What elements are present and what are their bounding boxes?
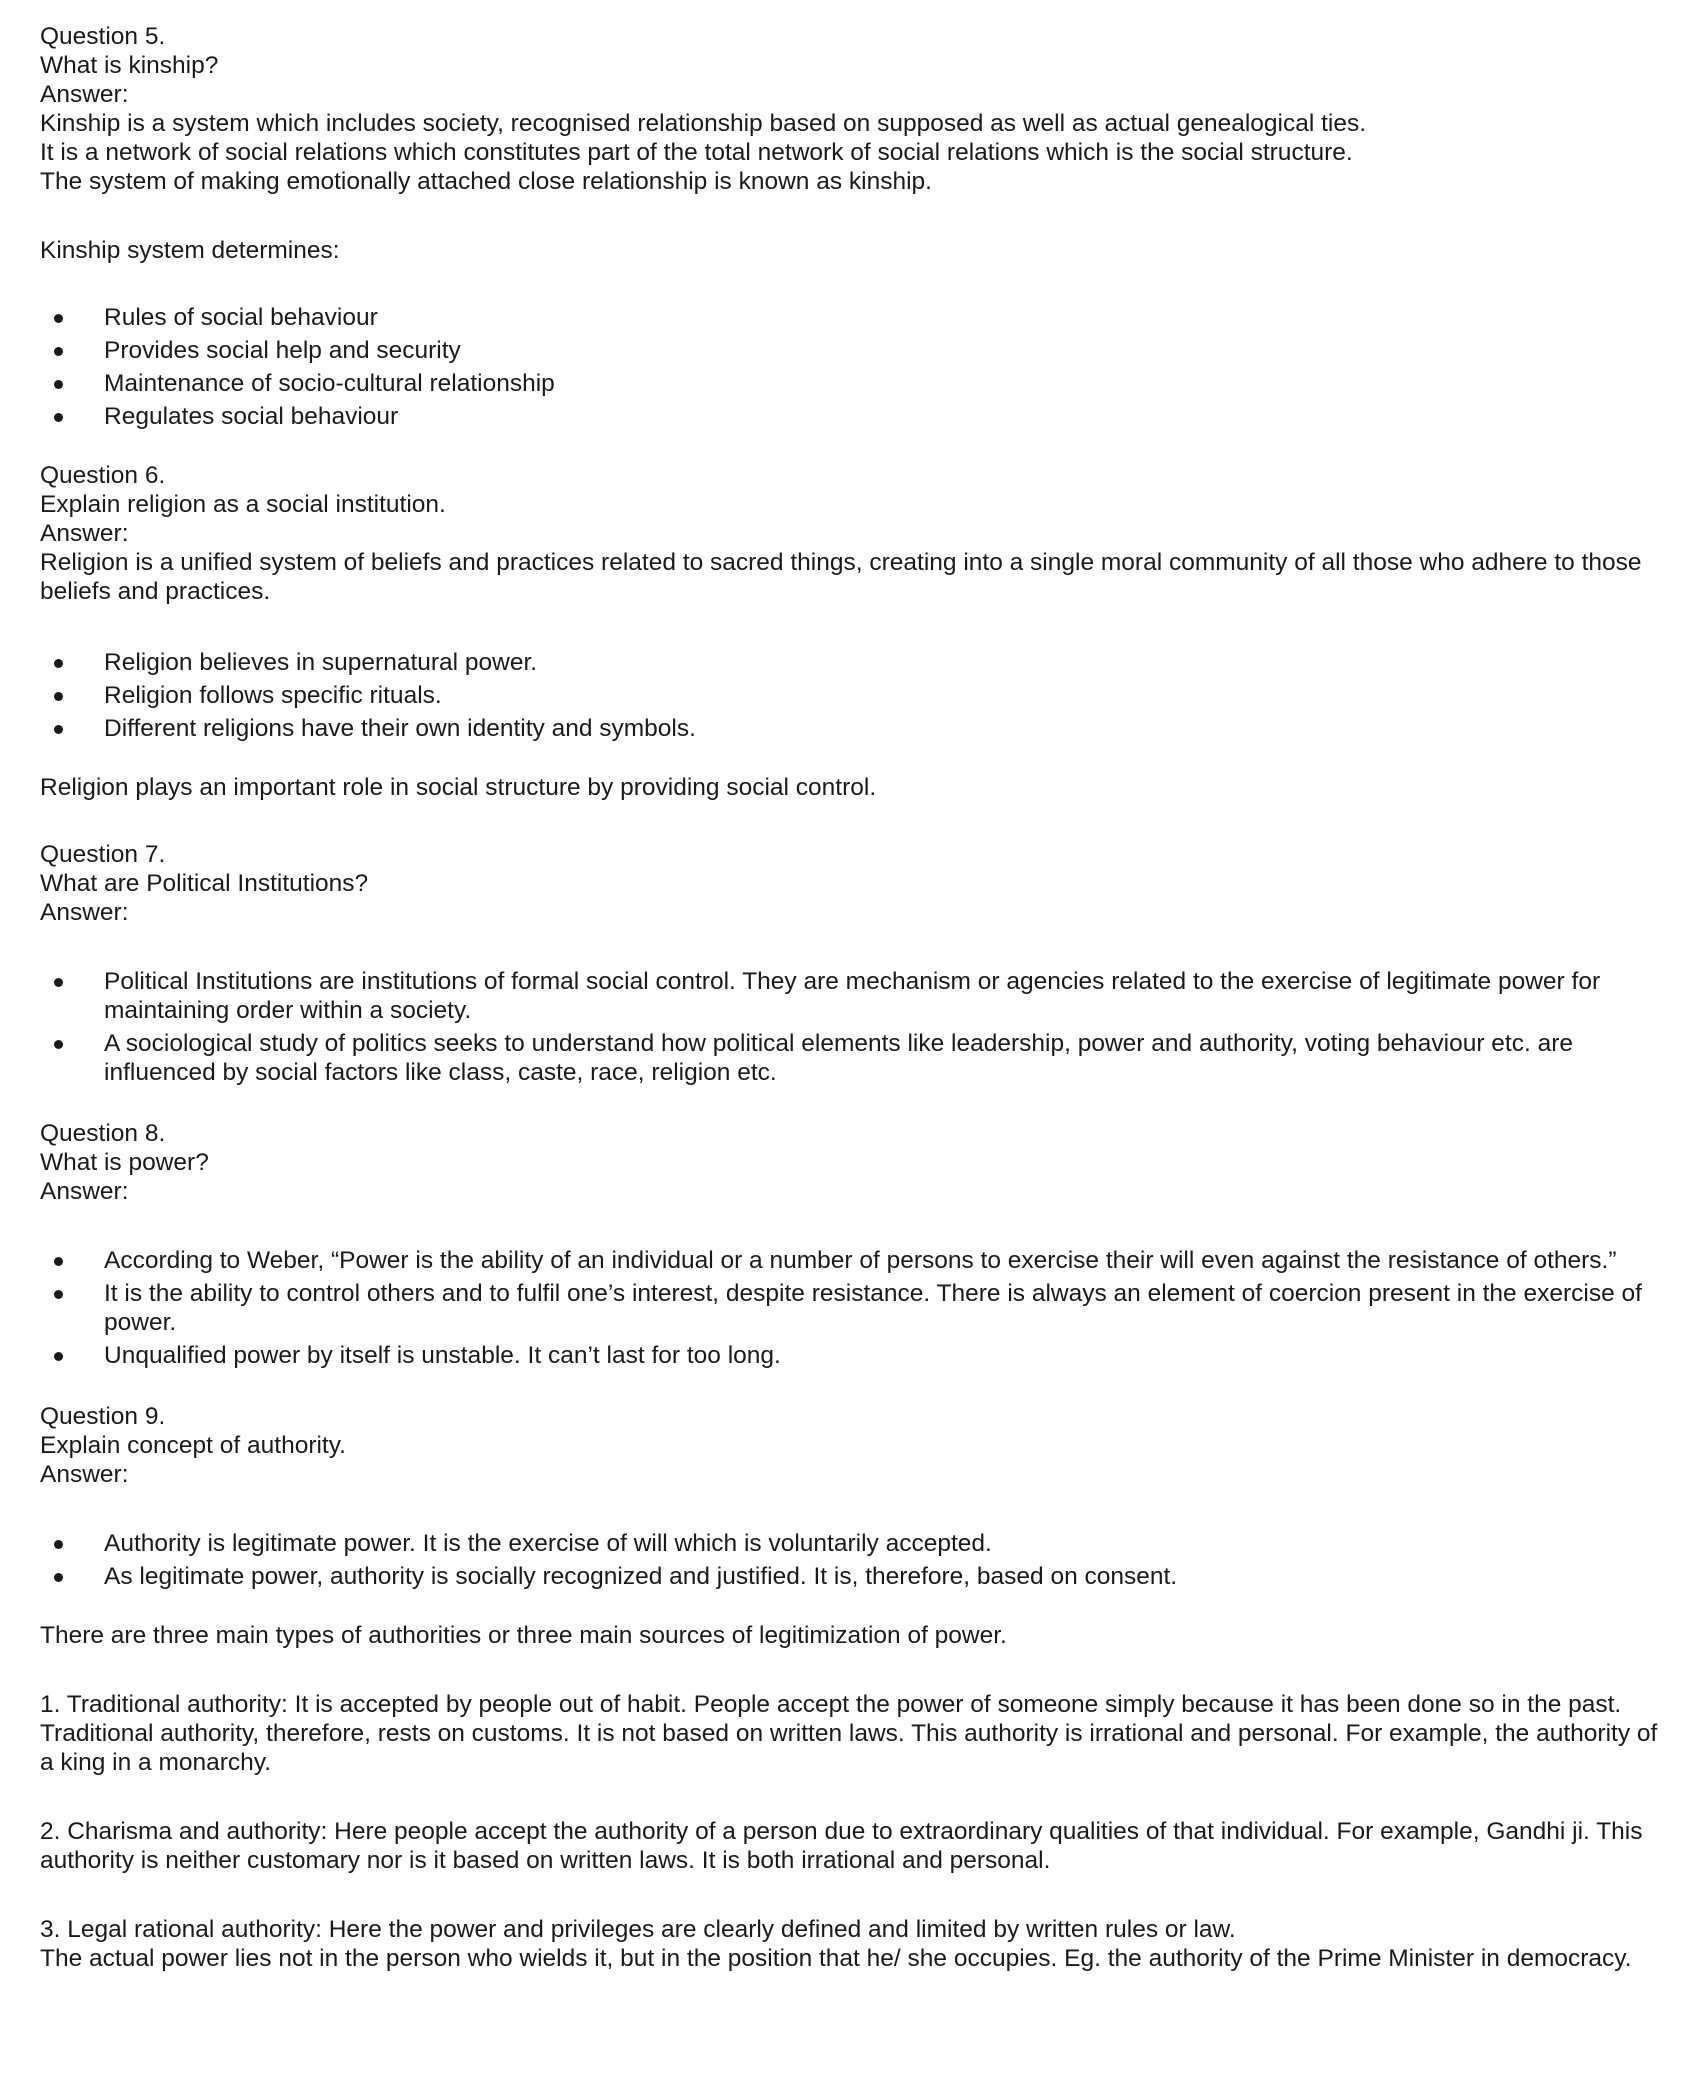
question-heading: Question 8. bbox=[40, 1120, 166, 1147]
list-item: Unqualified power by itself is unstable. It can’t last for too long. bbox=[40, 1341, 1660, 1370]
types-intro: There are three main types of authorities or three main sources of legitimization of power. bbox=[40, 1622, 1007, 1649]
list-item: Authority is legitimate power. It is the exercise of will which is voluntarily accepted. bbox=[40, 1529, 1660, 1558]
question-8-section bbox=[40, 1119, 1660, 1370]
list-item: Political Institutions are institutions of formal social control. They are mechanism or agencies related to the exercise of legitimate power for maintaining order within a society. bbox=[40, 967, 1660, 1025]
question-text: What is kinship? bbox=[40, 52, 219, 79]
bullet-list bbox=[40, 303, 1660, 431]
question-text: Explain religion as a social institution. bbox=[40, 491, 446, 518]
list-item: According to Weber, “Power is the ability of an individual or a number of persons to exercise their will even against the resistance of others.” bbox=[40, 1246, 1660, 1275]
answer-label: Answer: bbox=[40, 1461, 129, 1488]
bullet-list bbox=[40, 1246, 1660, 1370]
question-heading: Question 6. bbox=[40, 462, 166, 489]
answer-paragraph: It is a network of social relations which constitutes part of the total network of social relations which is the social structure. bbox=[40, 139, 1353, 166]
authority-type-legal-rational: 3. Legal rational authority: Here the power and privileges are clearly defined and limited by written rules or law. bbox=[40, 1916, 1236, 1943]
list-item: Regulates social behaviour bbox=[40, 402, 1660, 431]
question-heading: Question 9. bbox=[40, 1403, 166, 1430]
list-item: Different religions have their own identity and symbols. bbox=[40, 714, 1660, 743]
question-text: Explain concept of authority. bbox=[40, 1432, 346, 1459]
bullet-list bbox=[40, 1529, 1660, 1591]
answer-paragraph: Kinship is a system which includes society, recognised relationship based on supposed as well as actual genealogical ties. bbox=[40, 110, 1367, 137]
answer-label: Answer: bbox=[40, 81, 129, 108]
question-5-section bbox=[40, 22, 1660, 431]
question-7-section bbox=[40, 840, 1660, 1087]
list-item: Religion believes in supernatural power. bbox=[40, 648, 1660, 677]
question-text: What are Political Institutions? bbox=[40, 870, 369, 897]
authority-type-legal-rational-continued: The actual power lies not in the person who wields it, but in the position that he/ she occupies. Eg. the authority of the Prime Minister in democracy. bbox=[40, 1945, 1632, 1972]
authority-type-traditional: 1. Traditional authority: It is accepted by people out of habit. People accept the power of someone simply because it has been done so in the past. Traditional authority, therefore, rests on customs. It is not based on written laws. This authority is irrational and personal. For example, the authority of a king in a monarchy. bbox=[40, 1691, 1658, 1776]
question-9-section bbox=[40, 1402, 1660, 1973]
question-heading: Question 7. bbox=[40, 841, 166, 868]
answer-label: Answer: bbox=[40, 899, 129, 926]
list-item: Provides social help and security bbox=[40, 336, 1660, 365]
answer-paragraph: The system of making emotionally attached close relationship is known as kinship. bbox=[40, 168, 932, 195]
question-text: What is power? bbox=[40, 1149, 209, 1176]
question-6-section bbox=[40, 461, 1660, 802]
list-item: A sociological study of politics seeks to understand how political elements like leadership, power and authority, voting behaviour etc. are influenced by social factors like class, caste, race, religion etc. bbox=[40, 1029, 1660, 1087]
answer-label: Answer: bbox=[40, 520, 129, 547]
question-heading: Question 5. bbox=[40, 23, 166, 50]
list-item: It is the ability to control others and to fulfil one’s interest, despite resistance. There is always an element of coercion present in the exercise of power. bbox=[40, 1279, 1660, 1337]
list-item: Rules of social behaviour bbox=[40, 303, 1660, 332]
list-intro: Kinship system determines: bbox=[40, 237, 340, 264]
authority-type-charismatic: 2. Charisma and authority: Here people accept the authority of a person due to extraordinary qualities of that individual. For example, Gandhi ji. This authority is neither customary nor is it based on written laws. It is both irrational and personal. bbox=[40, 1818, 1643, 1874]
bullet-list bbox=[40, 967, 1660, 1087]
closing-statement: Religion plays an important role in social structure by providing social control. bbox=[40, 774, 877, 801]
bullet-list bbox=[40, 648, 1660, 743]
list-item: Maintenance of socio-cultural relationship bbox=[40, 369, 1660, 398]
answer-label: Answer: bbox=[40, 1178, 129, 1205]
list-item: As legitimate power, authority is socially recognized and justified. It is, therefore, based on consent. bbox=[40, 1562, 1660, 1591]
list-item: Religion follows specific rituals. bbox=[40, 681, 1660, 710]
answer-paragraph: Religion is a unified system of beliefs and practices related to sacred things, creating into a single moral community of all those who adhere to those beliefs and practices. bbox=[40, 549, 1642, 605]
